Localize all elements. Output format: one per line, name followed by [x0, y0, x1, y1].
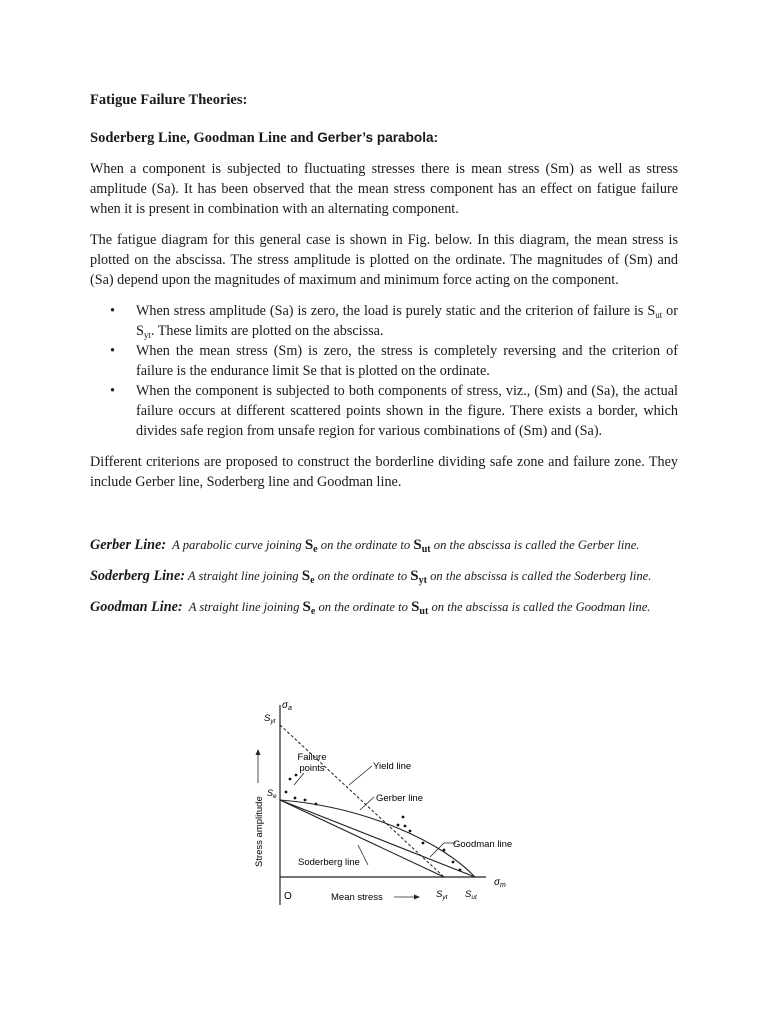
list-item: • When the mean stress (Sm) is zero, the stress is completely reversing and the criterion of failure is the endurance limit Se that is plotted on the ordinate. — [110, 343, 678, 379]
document-body — [90, 90, 678, 628]
goodman-line-label: Goodman line — [453, 839, 513, 850]
bullet-icon: • — [110, 383, 115, 399]
paragraph-fatigue-diagram: The fatigue diagram for this general case is shown in Fig. below. In this diagram, the mean stress is plotted on the abscissa. The stress amplitude is plotted on the ordinate. The magnitudes of (Sm) and (Sa) depend upon the magnitudes of maximum and minimum force acting on the component. — [90, 232, 678, 288]
bullet-list — [90, 301, 678, 441]
symbol-se: $S_e$ — [304, 537, 318, 555]
definition-soderberg: Soderberg Line: A straight line joining $S_e$ on the ordinate to $S_{yt}$ on the abscissa is called the Soderberg line. — [90, 568, 652, 586]
syt-ordinate-label: $S_{yt}$ — [264, 713, 276, 725]
origin-label: O — [284, 891, 292, 902]
paragraph-intro: When a component is subjected to fluctuating stresses there is mean stress (Sm) as well as stress amplitude (Sa). It has been observed that the mean stress component has an effect on fatigue failure when it is present in combination with an alternating component. — [90, 161, 678, 217]
paragraph-criterions: Different criterions are proposed to construct the borderline dividing safe zone and failure zone. They include Gerber line, Soderberg line and Goodman line. — [90, 454, 678, 490]
definition-gerber: Gerber Line: A parabolic curve joining $S_e$ on the ordinate to $S_{ut}$ on the abscissa is called the Gerber line. — [90, 537, 640, 555]
definition-goodman: Goodman Line: A straight line joining $S_e$ on the ordinate to $S_{ut}$ on the abscissa is called the Goodman line. — [90, 599, 651, 617]
se-label: $S_e$ — [267, 788, 277, 800]
fatigue-diagram-svg — [248, 695, 538, 910]
bullet-icon: • — [110, 303, 115, 319]
section-heading-part-2: Gerber’s parabola: — [317, 130, 439, 145]
failure-points-label-2: points — [299, 763, 325, 774]
mean-stress-label: Mean stress — [331, 892, 383, 903]
stress-amplitude-label: Stress amplitude — [254, 796, 265, 867]
definition-term: Soderberg Line: — [90, 568, 185, 584]
fatigue-diagram-figure — [248, 695, 538, 910]
section-heading — [90, 128, 678, 148]
sigma-m-label: $\sigma_m$ — [494, 877, 506, 889]
document-title: Fatigue Failure Theories: — [90, 92, 248, 108]
failure-points-label-1: Failure — [297, 752, 327, 763]
sut-abscissa-label: $S_{ut}$ — [465, 889, 477, 901]
bullet-icon: • — [110, 343, 115, 359]
sigma-a-label: $\sigma_a$ — [282, 700, 292, 712]
syt-abscissa-label: $S_{yt}$ — [436, 889, 448, 901]
definition-term: Gerber Line: — [90, 537, 167, 553]
symbol-sut: $S_{ut}$ — [411, 599, 429, 617]
soderberg-line-label: Soderberg line — [298, 857, 360, 868]
list-item: • When stress amplitude (Sa) is zero, the load is purely static and the criterion of failure is $S_{ut}$ or $S_{yt}$. These limits are plotted on the abscissa. — [110, 303, 678, 340]
abscissa-arrowhead-icon — [414, 895, 420, 900]
definition-term: Goodman Line: — [90, 599, 183, 615]
symbol-sut: $S_{ut}$ — [413, 537, 431, 555]
ordinate-arrowhead-icon — [256, 749, 261, 755]
symbol-se: $S_e$ — [302, 599, 316, 617]
symbol-se: $S_e$ — [301, 568, 315, 586]
section-heading-part-1: Soderberg Line, Goodman Line and — [90, 130, 318, 146]
symbol-syt: $S_{yt}$ — [410, 568, 427, 586]
list-item: • When the component is subjected to both components of stress, viz., (Sm) and (Sa), the actual failure occurs at different scattered points shown in the figure. There exists a border, which divides safe region from unsafe region for various combinations of (Sm) and (Sa). — [110, 383, 678, 439]
yield-line-label: Yield line — [373, 761, 412, 772]
gerber-line-label: Gerber line — [376, 793, 423, 804]
